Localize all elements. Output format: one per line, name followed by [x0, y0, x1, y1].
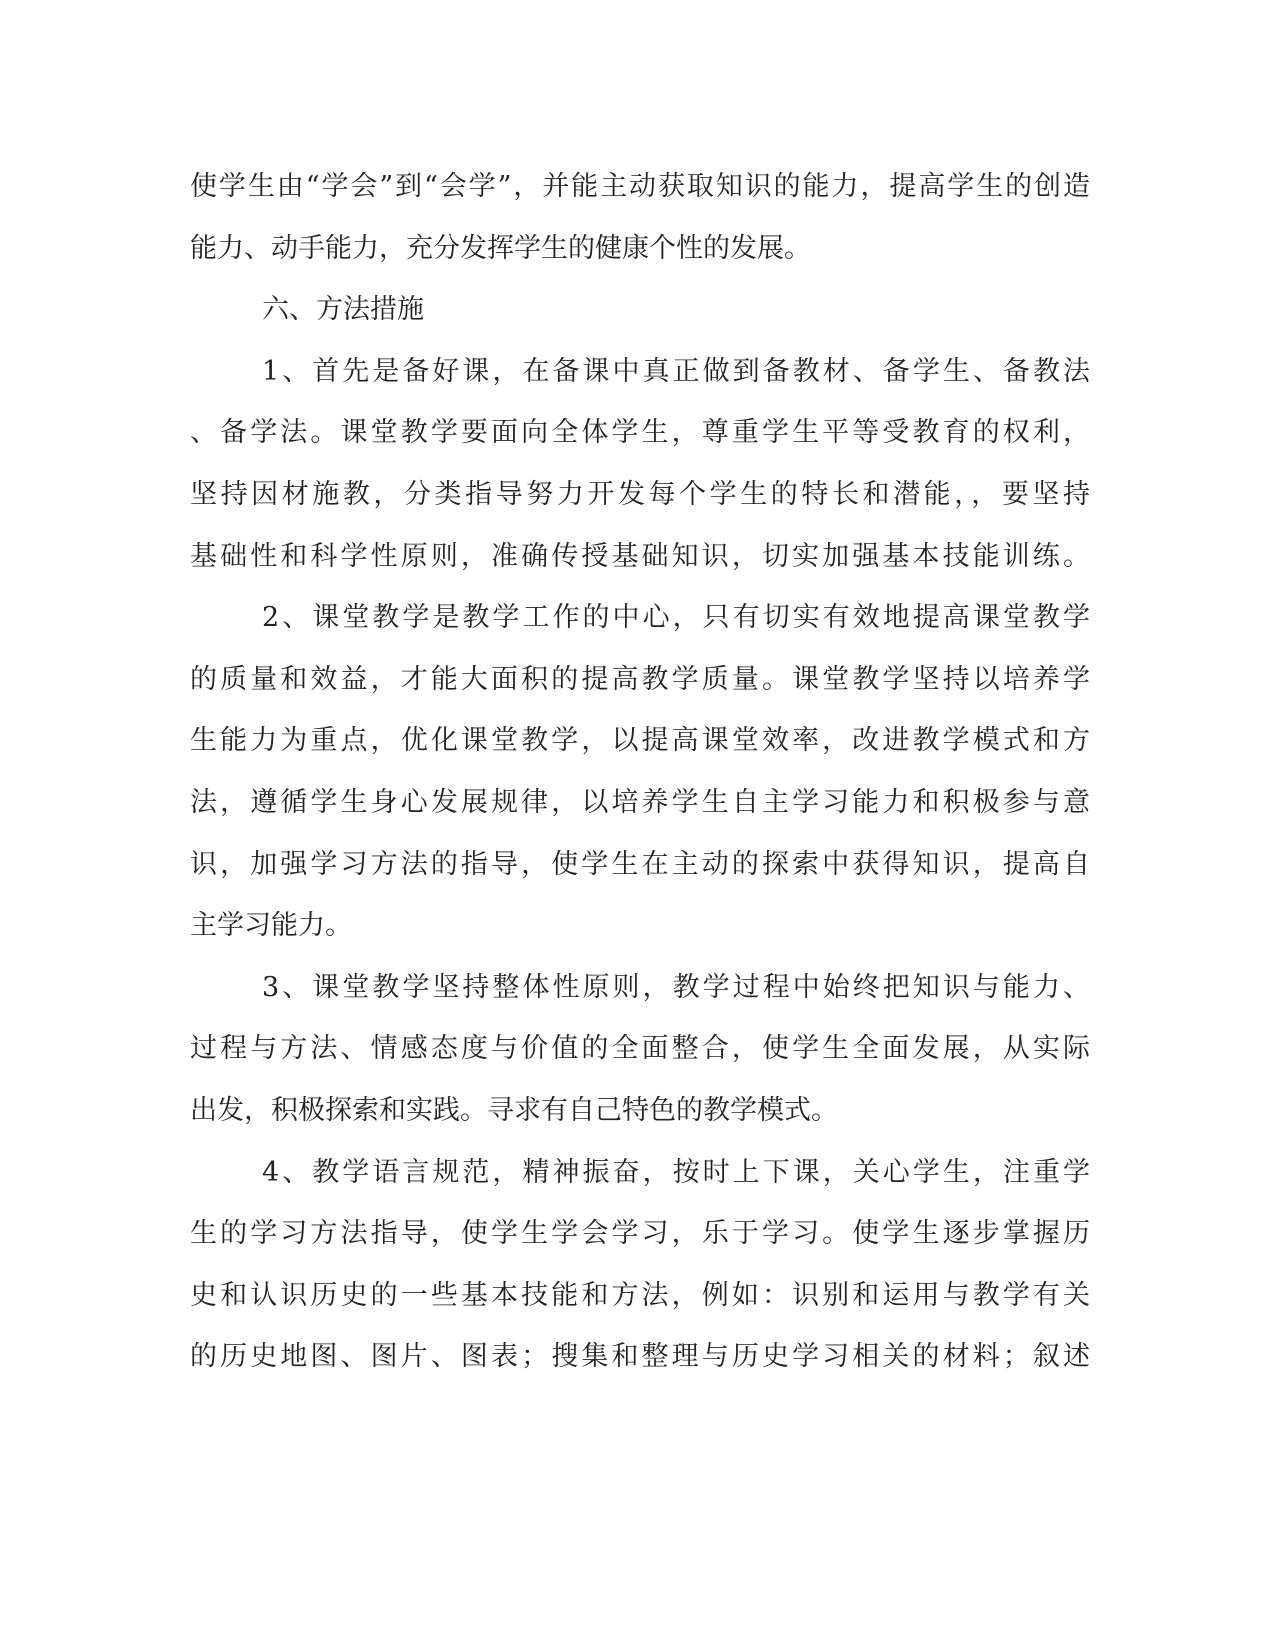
- text-line: 3、课堂教学坚持整体性原则，教学过程中始终把知识与能力、: [262, 971, 1090, 1003]
- text-line: 4、教学语言规范，精神振奋，按时上下课，关心学生，注重学: [262, 1156, 1090, 1188]
- text-line: 史和认识历史的一些基本技能和方法，例如：识别和运用与教学有关: [190, 1279, 1090, 1311]
- text-line: 出发，积极探索和实践。寻求有自己特色的教学模式。: [190, 1094, 838, 1126]
- text-line: 的质量和效益，才能大面积的提高教学质量。课堂教学坚持以培养学: [190, 663, 1090, 695]
- text-line: 生的学习方法指导，使学生学会学习，乐于学习。使学生逐步掌握历: [190, 1218, 1090, 1250]
- text-line: 主学习能力。: [190, 910, 352, 942]
- text-line: 生能力为重点，优化课堂教学，以提高课堂效率，改进教学模式和方: [190, 725, 1090, 757]
- text-line: 能力、动手能力，充分发挥学生的健康个性的发展。: [190, 232, 811, 264]
- text-line: 基础性和科学性原则，准确传授基础知识，切实加强基本技能训练。: [190, 540, 1090, 572]
- text-line: 使学生由“学会”到“会学”，并能主动获取知识的能力，提高学生的创造: [190, 171, 1090, 202]
- text-line: 1、首先是备好课，在备课中真正做到备教材、备学生、备教法: [262, 355, 1090, 387]
- text-line: 、备学法。课堂教学要面向全体学生，尊重学生平等受教育的权利，: [190, 417, 1090, 449]
- document-body: [190, 156, 1090, 1388]
- text-line: 过程与方法、情感态度与价值的全面整合，使学生全面发展，从实际: [190, 1033, 1090, 1065]
- text-line: 的历史地图、图片、图表；搜集和整理与历史学习相关的材料；叙述: [190, 1341, 1090, 1373]
- section-heading: 六、方法措施: [262, 294, 424, 326]
- text-line: 坚持因材施教，分类指导努力开发每个学生的特长和潜能，，要坚持: [190, 478, 1090, 510]
- text-line: 2、课堂教学是教学工作的中心，只有切实有效地提高课堂教学: [262, 602, 1090, 634]
- text-line: 识，加强学习方法的指导，使学生在主动的探索中获得知识，提高自: [190, 848, 1090, 880]
- text-line: 法，遵循学生身心发展规律，以培养学生自主学习能力和积极参与意: [190, 786, 1090, 818]
